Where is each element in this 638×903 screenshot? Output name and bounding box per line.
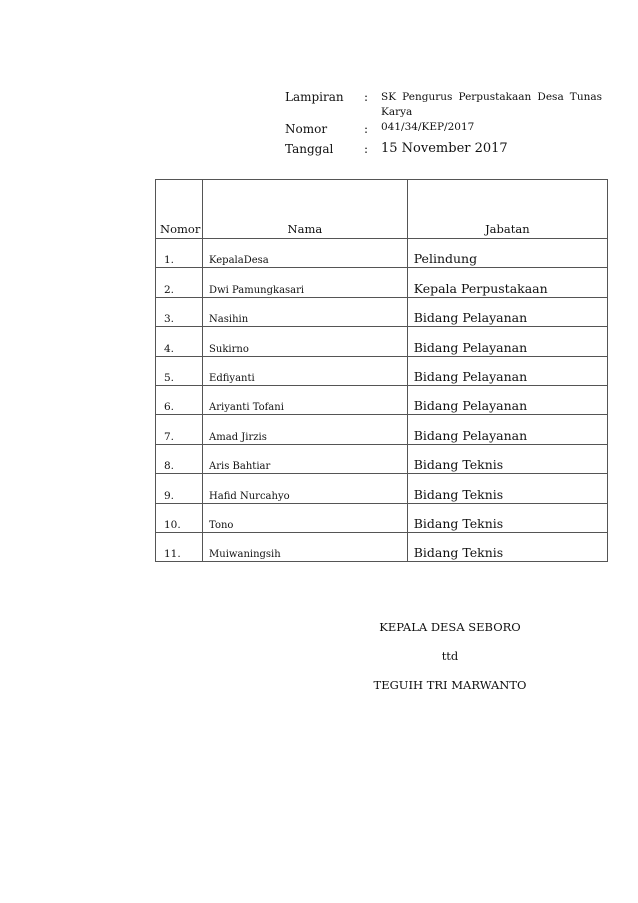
- tanggal-row: [285, 142, 615, 164]
- table-row: [156, 503, 608, 532]
- cell-nama: Amad Jirzis: [203, 415, 408, 444]
- table-row: [156, 474, 608, 503]
- tanggal-value: 15 November 2017: [381, 141, 508, 156]
- table-header-row: [156, 180, 608, 239]
- nomor-colon: :: [364, 122, 369, 136]
- signature-name: TEGUIH TRI MARWANTO: [373, 678, 527, 692]
- cell-nomor: 3.: [156, 297, 203, 326]
- header-nomor: Nomor: [156, 180, 203, 239]
- cell-nomor: 8.: [156, 444, 203, 473]
- cell-nomor: 2.: [156, 268, 203, 297]
- cell-nomor: 10.: [156, 503, 203, 532]
- lampiran-label: Lampiran: [285, 90, 344, 104]
- pengurus-table: [155, 179, 608, 562]
- cell-nama: Edfiyanti: [203, 356, 408, 385]
- cell-nama: Nasihin: [203, 297, 408, 326]
- lampiran-value: SK Pengurus Perpustakaan Desa Tunas Karya: [381, 91, 602, 118]
- cell-jabatan: Pelindung: [407, 239, 607, 268]
- table-row: [156, 268, 608, 297]
- document-header: [285, 88, 615, 164]
- cell-nama: Dwi Pamungkasari: [203, 268, 408, 297]
- table-row: [156, 239, 608, 268]
- table-row: [156, 415, 608, 444]
- nomor-row: [285, 122, 615, 142]
- header-nama: Nama: [203, 180, 408, 239]
- cell-jabatan: Bidang Teknis: [407, 474, 607, 503]
- cell-jabatan: Bidang Pelayanan: [407, 385, 607, 414]
- cell-nomor: 1.: [156, 239, 203, 268]
- cell-jabatan: Bidang Pelayanan: [407, 415, 607, 444]
- tanggal-label: Tanggal: [285, 142, 334, 156]
- lampiran-colon: :: [364, 90, 369, 104]
- cell-nomor: 6.: [156, 385, 203, 414]
- table-row: [156, 444, 608, 473]
- cell-jabatan: Bidang Teknis: [407, 532, 607, 561]
- nomor-value: 041/34/KEP/2017: [381, 121, 475, 133]
- lampiran-row: [285, 88, 615, 122]
- cell-nama: Hafid Nurcahyo: [203, 474, 408, 503]
- cell-nama: KepalaDesa: [203, 239, 408, 268]
- cell-jabatan: Bidang Teknis: [407, 503, 607, 532]
- signature-title: KEPALA DESA SEBORO: [379, 620, 521, 634]
- cell-nama: Aris Bahtiar: [203, 444, 408, 473]
- cell-nomor: 11.: [156, 532, 203, 561]
- cell-jabatan: Kepala Perpustakaan: [407, 268, 607, 297]
- cell-nama: Tono: [203, 503, 408, 532]
- cell-nomor: 7.: [156, 415, 203, 444]
- header-jabatan: Jabatan: [407, 180, 607, 239]
- cell-jabatan: Bidang Pelayanan: [407, 327, 607, 356]
- nomor-label: Nomor: [285, 122, 328, 136]
- table-row: [156, 532, 608, 561]
- cell-jabatan: Bidang Pelayanan: [407, 356, 607, 385]
- tanggal-colon: :: [364, 142, 369, 156]
- signature-block: [360, 620, 540, 707]
- cell-jabatan: Bidang Teknis: [407, 444, 607, 473]
- signature-note: ttd: [441, 649, 459, 663]
- cell-nomor: 5.: [156, 356, 203, 385]
- table-row: [156, 297, 608, 326]
- cell-nomor: 9.: [156, 474, 203, 503]
- table-row: [156, 356, 608, 385]
- cell-nama: Ariyanti Tofani: [203, 385, 408, 414]
- cell-nomor: 4.: [156, 327, 203, 356]
- table-row: [156, 327, 608, 356]
- table-row: [156, 385, 608, 414]
- cell-nama: Muiwaningsih: [203, 532, 408, 561]
- cell-jabatan: Bidang Pelayanan: [407, 297, 607, 326]
- cell-nama: Sukirno: [203, 327, 408, 356]
